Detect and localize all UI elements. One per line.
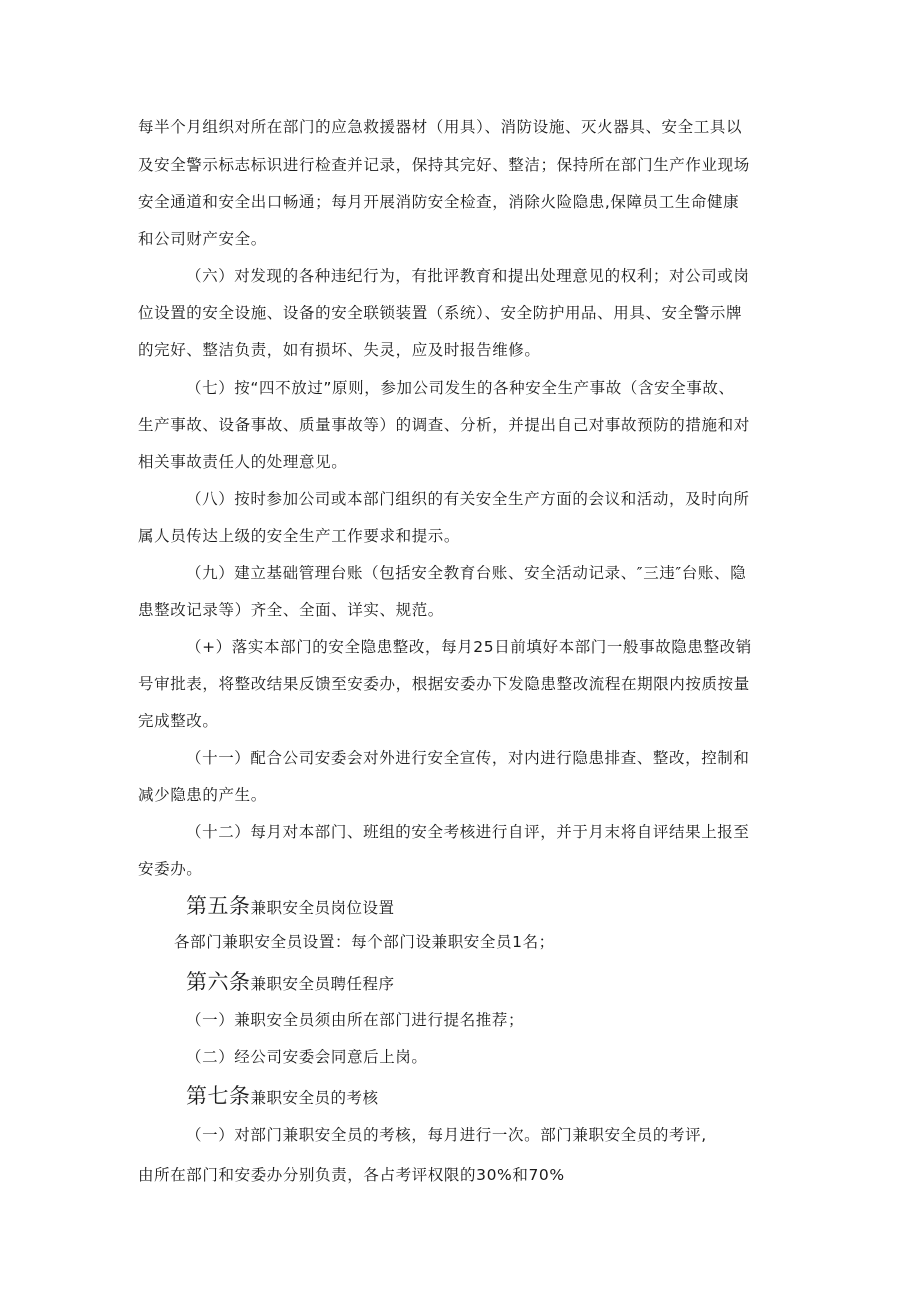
text-line: 安委办。	[138, 860, 203, 878]
paragraph-8-start: （八）按时参加公司或本部门组织的有关安全生产方面的会议和活动，及时向所	[186, 490, 750, 508]
section-6-item: （二）经公司安委会同意后上岗。	[186, 1048, 428, 1066]
text-line: 号审批表，将整改结果反馈至安委办，根据安委办下发隐患整改流程在期限内按质按量	[138, 675, 750, 693]
paragraph-6-start: （六）对发现的各种违纪行为，有批评教育和提出处理意见的权利；对公司或岗	[186, 267, 750, 285]
paragraph-10-start: （+）落实本部门的安全隐患整改，每月25日前填好本部门一般事故隐患整改销	[186, 638, 752, 656]
section-5-title: 兼职安全员岗位设置	[250, 899, 395, 917]
text-line: 安全通道和安全出口畅通；每月开展消防安全检查，消除火险隐患,保障员工生命健康	[138, 193, 740, 211]
text-line: 相关事故责任人的处理意见。	[138, 453, 348, 471]
section-6-item: （一）兼职安全员须由所在部门进行提名推荐；	[186, 1011, 525, 1029]
text-line: 和公司财产安全。	[138, 230, 267, 248]
section-7-line: 由所在部门和安委办分别负责，各占考评权限的30%和70%	[138, 1166, 565, 1184]
text-line: 完成整改。	[138, 712, 219, 730]
text-line: 及安全警示标志标识进行检查并记录，保持其完好、整洁；保持所在部门生产作业现场	[138, 156, 750, 174]
paragraph-7-start: （七）按“四不放过”原则，参加公司发生的各种安全生产事故（含安全事故、	[186, 379, 735, 397]
text-line: 减少隐患的产生。	[138, 786, 267, 804]
text-line: 的完好、整洁负责，如有损坏、失灵，应及时报告维修。	[138, 341, 541, 359]
paragraph-12-start: （十二）每月对本部门、班组的安全考核进行自评，并于月末将自评结果上报至	[186, 823, 750, 841]
section-5-heading	[186, 890, 395, 920]
text-line: 属人员传达上级的安全生产工作要求和提示。	[138, 527, 461, 545]
section-5-text: 各部门兼职安全员设置：每个部门设兼职安全员1名；	[174, 933, 555, 951]
text-line: 每半个月组织对所在部门的应急救援器材（用具）、消防设施、灭火器具、安全工具以	[138, 118, 743, 136]
section-6-title: 兼职安全员聘任程序	[250, 975, 395, 993]
text-line: 位设置的安全设施、设备的安全联锁装置（系统）、安全防护用品、用具、安全警示牌	[138, 304, 743, 322]
paragraph-11-start: （十一）配合公司安委会对外进行安全宣传，对内进行隐患排查、整改，控制和	[186, 749, 750, 767]
section-7-title: 兼职安全员的考核	[250, 1089, 379, 1107]
section-7-heading	[186, 1080, 379, 1110]
section-7-line: （一）对部门兼职安全员的考核，每月进行一次。部门兼职安全员的考评,	[186, 1126, 707, 1144]
section-6-number: 第六条	[186, 970, 251, 994]
text-line: 患整改记录等）齐全、全面、详实、规范。	[138, 601, 444, 619]
paragraph-9-start: （九）建立基础管理台账（包括安全教育台账、安全活动记录、″三违″台账、隐	[186, 564, 747, 582]
text-line: 生产事故、设备事故、质量事故等）的调查、分析，并提出自己对事故预防的措施和对	[138, 416, 750, 434]
section-5-number: 第五条	[186, 894, 251, 918]
section-6-heading	[186, 966, 395, 996]
section-7-number: 第七条	[186, 1084, 251, 1108]
